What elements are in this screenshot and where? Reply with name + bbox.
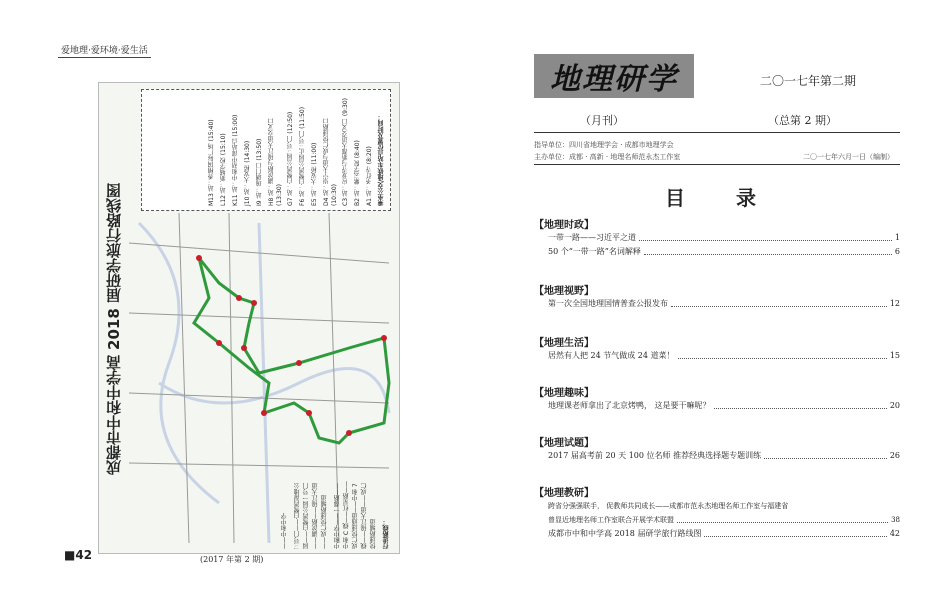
route-map bbox=[98, 82, 400, 554]
legend-box bbox=[141, 89, 391, 211]
toc-entry[interactable]: 50 个“一带一路”名词解释 6 bbox=[548, 247, 900, 256]
legend-item: C3 站：应龙寺与新都大道交叉口 (9:30) bbox=[342, 98, 349, 206]
station-marker bbox=[261, 410, 267, 416]
toc-section bbox=[534, 334, 900, 363]
toc-section bbox=[534, 434, 900, 463]
route-line-text: ——中和中学 bbox=[281, 513, 288, 549]
station-marker bbox=[346, 430, 352, 436]
station-marker bbox=[251, 300, 257, 306]
section-heading: 【地理试题】 bbox=[534, 438, 594, 449]
legend-item: A1 站：圣灯寺 (8:20) bbox=[366, 146, 373, 206]
station-marker bbox=[381, 335, 387, 341]
host-unit: 主办单位：成都 · 高新 · 地理名师范永杰工作室 bbox=[534, 153, 681, 161]
station-marker bbox=[296, 360, 302, 366]
section-heading: 【地理视野】 bbox=[534, 286, 594, 297]
route-label: 行进路线： bbox=[383, 519, 390, 549]
journal-logo: 地理研学 bbox=[534, 54, 694, 98]
legend-item: H8 站：湖滨路与锦江大道交叉口 (13:30) bbox=[268, 117, 283, 206]
route-line-text: 中和中学——一都路——中和 C 线——红星路——成仁快速通道——中和 7 线——锦江大道——成仁快速路辅道 bbox=[334, 480, 377, 549]
toc-entry[interactable]: 一带一路——习近平之道 1 bbox=[548, 233, 900, 242]
legend-item: K11 站：中和初中部站点 (15:00) bbox=[232, 114, 239, 206]
section-heading: 【地理教研】 bbox=[534, 488, 594, 499]
toc-entry[interactable]: 跨省分强强联手， 促教师共同成长——成都市范永杰地理名师工作室与福建省 bbox=[548, 502, 789, 510]
toc-title: 目 录 bbox=[665, 186, 778, 210]
station-marker bbox=[241, 345, 247, 351]
left-page bbox=[40, 30, 440, 590]
station-marker bbox=[306, 410, 312, 416]
toc-section bbox=[534, 216, 900, 259]
legend-title: 乘坐公交/地铁车站点位置及时间： bbox=[378, 113, 385, 206]
station-marker bbox=[216, 340, 222, 346]
toc-entry[interactable]: 第一次全国地理国情普查公报发布 12 bbox=[548, 299, 900, 308]
divider bbox=[534, 164, 900, 165]
route-line bbox=[194, 258, 389, 443]
legend-item: E5 站：大安桥 (11:00) bbox=[311, 142, 318, 206]
legend-item: B2 站：紫云学院 (8:40) bbox=[354, 140, 361, 206]
legend-item: F6 站：白鹭湾公园正三号门 (11:50) bbox=[299, 106, 306, 206]
legend-item: I9 站：琉璃门口 (13:50) bbox=[256, 138, 263, 206]
toc-section bbox=[534, 282, 900, 311]
right-page bbox=[520, 40, 900, 580]
toc-section bbox=[534, 484, 900, 541]
toc-entry[interactable]: 成都市中和中学高 2018 届研学旅行路线图 42 bbox=[548, 529, 900, 538]
divider bbox=[534, 132, 900, 133]
legend-item: J10 站：大安桥 (14:30) bbox=[244, 140, 251, 206]
map-title: 成都市中和中学高 2018 届研学旅行路线图 bbox=[105, 183, 123, 476]
issue-label: (2017 年第 2 期) bbox=[200, 555, 264, 564]
toc-entry[interactable]: 2017 届高考前 20 天 100 位名师 推荐经典选择题专题训练 26 bbox=[548, 451, 900, 460]
station-marker bbox=[196, 255, 202, 261]
guide-unit: 指导单位：四川省地理学会 · 成都市地理学会 bbox=[534, 141, 674, 149]
toc-entry[interactable]: 居然有人把 24 节气做成 24 道菜！ 15 bbox=[548, 351, 900, 360]
page-number: ■42 bbox=[64, 548, 93, 562]
route-line-text: 三号门——白鹭湾湿地公园——白鹭湾公园一号门——湖滨路——锦江大道——成仁快速路辅道 bbox=[294, 483, 328, 549]
page-tag: 爱地理·爱环境·爱生活 bbox=[58, 42, 151, 58]
legend-item: G7 站：白鹭湾公园三号门 (12:50) bbox=[287, 111, 294, 206]
legend-item: D4 站：崇宁大道与成仁快速路口 (10:30) bbox=[323, 117, 338, 206]
legend-item: M13 站：香檀国际广场 (15:40) bbox=[208, 119, 215, 206]
legend-item: L12 站：新城学校 (15:10) bbox=[220, 133, 227, 206]
toc-entry[interactable]: 曾显近地理名师工作室联合开展学术联盟 38 bbox=[534, 513, 900, 527]
monthly-label: （月刊） bbox=[580, 114, 624, 127]
section-heading: 【地理趣味】 bbox=[534, 388, 594, 399]
period-label: 二〇一七年第二期 bbox=[760, 74, 857, 88]
station-marker bbox=[236, 295, 242, 301]
toc-entry[interactable]: 地理课老师拿出了北京烤鸭， 这是要干嘛呢？ 20 bbox=[548, 401, 900, 410]
route-description bbox=[141, 479, 391, 549]
pub-date: 二〇一七年六月一日（编制） bbox=[803, 153, 894, 161]
toc-section bbox=[534, 384, 900, 413]
section-heading: 【地理时政】 bbox=[534, 220, 594, 231]
total-issue-label: （总第 2 期） bbox=[768, 114, 837, 127]
section-heading: 【地理生活】 bbox=[534, 338, 594, 349]
